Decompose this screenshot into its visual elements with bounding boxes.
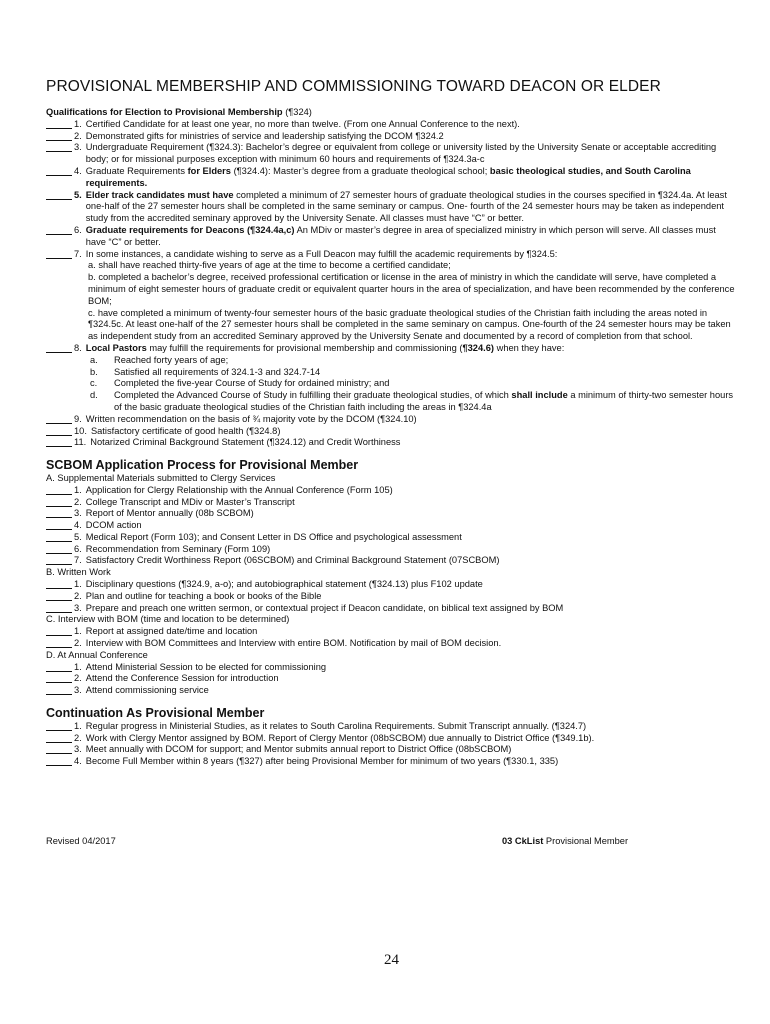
page-number: 24 <box>384 952 399 968</box>
group-a-item-6: 6. Recommendation from Seminary (Form 109) <box>46 544 736 556</box>
group-b-item-2: 2. Plan and outline for teaching a book or books of the Bible <box>46 591 736 603</box>
checklist-blank <box>46 225 72 235</box>
continuation-heading: Continuation As Provisional Member <box>46 706 265 721</box>
group-c-item-2: 2. Interview with BOM Committees and Interview with entire BOM. Notification by mail of BOM decision. <box>46 638 736 650</box>
qualification-item-6: 6. Graduate requirements for Deacons (¶324.4a,c) An MDiv or master’s degree in area of specialized ministry in which person will serve. All classes must have “C” or better. <box>46 225 736 249</box>
qualification-item-5: 5. Elder track candidates must have completed a minimum of 27 semester hours of graduate theological studies in the courses specified in ¶324.4a. At least one-half of the 27 semester hours shall be completed in the same seminary or campus. One- fourth of the 24 semester hours may be taken as independent study from the accredited seminary approved by the University Senate. All classes must have “C” or better. <box>46 190 736 225</box>
item8-sub-c: c. Completed the five-year Course of Study for ordained ministry; and <box>90 378 390 389</box>
checklist-blank <box>46 685 72 695</box>
group-b-item-1: 1. Disciplinary questions (¶324.9, a-o); and autobiographical statement (¶324.13) plus F102 update <box>46 579 736 591</box>
item8-sub-d: d. Completed the Advanced Course of Study in fulfilling their graduate theological studies, of which shall include a minimum of thirty-two semester hours of the basic graduate theological studies of the Christian faith including the areas in ¶324.4a <box>90 390 734 412</box>
page-title: PROVISIONAL MEMBERSHIP AND COMMISSIONING TOWARD DEACON OR ELDER <box>46 78 661 95</box>
group-a-item-5: 5. Medical Report (Form 103); and Consent Letter in DS Office and psychological assessment <box>46 532 736 544</box>
continuation-item-1: 1. Regular progress in Ministerial Studies, as it relates to South Carolina Requirements. Submit Transcript annually. (¶324.7) <box>46 721 736 733</box>
qualifications-heading: Qualifications for Election to Provisional Membership (¶324) <box>46 107 312 117</box>
checklist-blank <box>46 166 72 176</box>
continuation-item-3: 3. Meet annually with DCOM for support; and Mentor submits annual report to District Office (08bSCBOM) <box>46 744 736 756</box>
group-a-item-4: 4. DCOM action <box>46 520 736 532</box>
checklist-blank <box>46 131 72 141</box>
qualification-item-2: 2. Demonstrated gifts for ministries of service and leadership satisfying the DCOM ¶324.2 <box>46 131 736 143</box>
group-a-label: A. Supplemental Materials submitted to Clergy Services <box>46 472 276 483</box>
continuation-item-2: 2. Work with Clergy Mentor assigned by BOM. Report of Clergy Mentor (08bSCBOM) due annually to District Office (¶349.1b). <box>46 733 736 745</box>
checklist-blank <box>46 414 72 424</box>
checklist-blank <box>46 603 72 613</box>
checklist-blank <box>46 638 72 648</box>
item8-sub-a: a. Reached forty years of age; <box>90 354 229 365</box>
checklist-blank <box>46 555 72 565</box>
group-a-item-2: 2. College Transcript and MDiv or Master’s Transcript <box>46 497 736 509</box>
revision-date: Revised 04/2017 <box>46 836 116 846</box>
group-d-item-3: 3. Attend commissioning service <box>46 685 736 697</box>
checklist-blank <box>46 343 72 353</box>
qualification-item-3: 3. Undergraduate Requirement (¶324.3): Bachelor’s degree or equivalent from college or university listed by the University Senate or acceptable accrediting body; or for missional purposes exception with minimum 60 hours and requirements of ¶324.3a-c <box>46 142 736 166</box>
checklist-blank <box>46 662 72 672</box>
group-a-item-3: 3. Report of Mentor annually (08b SCBOM) <box>46 508 736 520</box>
qualification-item-1: 1. Certified Candidate for at least one year, no more than twelve. (From one Annual Conference to the next). <box>46 119 736 131</box>
item8-sub-b: b. Satisfied all requirements of 324.1-3 and 324.7-14 <box>90 366 321 377</box>
checklist-blank <box>46 190 72 200</box>
checklist-blank <box>46 142 72 152</box>
checklist-blank <box>46 626 72 636</box>
document-body <box>46 107 736 768</box>
checklist-blank <box>46 544 72 554</box>
qualification-item-11: 11. Notarized Criminal Background Statement (¶324.12) and Credit Worthiness <box>46 437 736 449</box>
checklist-blank <box>46 426 72 436</box>
item7-sub-c: c. have completed a minimum of twenty-four semester hours of the basic graduate theological studies of the Christian faith including the areas noted in ¶324.5c. At least one-half of the 27 semester hours shall be completed in the same seminary on campus. One-fourth of the 24 semester hours may be taken as independent study from an accredited Seminary approved by the University Senate and documented by a record of completion from that school. <box>88 307 731 342</box>
checklist-blank <box>46 673 72 683</box>
group-d-item-1: 1. Attend Ministerial Session to be elected for commissioning <box>46 662 736 674</box>
checklist-blank <box>46 532 72 542</box>
checklist-blank <box>46 119 72 129</box>
document-code: 03 CkList Provisional Member <box>502 836 629 846</box>
checklist-blank <box>46 591 72 601</box>
checklist-blank <box>46 756 72 766</box>
continuation-item-4: 4. Become Full Member within 8 years (¶327) after being Provisional Member for minimum of two years (¶330.1, 335) <box>46 756 736 768</box>
checklist-blank <box>46 721 72 731</box>
item7-sub-b: b. completed a bachelor’s degree, received professional certification or license in the area of ministry in which the candidate will serve, have completed a minimum of eight semester hours of graduate credit or equivalent quarter hours in the area of specialization, and have been recommended by the conference BOM; <box>88 272 735 306</box>
group-a-item-7: 7. Satisfactory Credit Worthiness Report (06SCBOM) and Criminal Background Statement (07SCBOM) <box>46 555 736 567</box>
checklist-blank <box>46 485 72 495</box>
qualification-item-7: 7. In some instances, a candidate wishing to serve as a Full Deacon may fulfill the academic requirements by ¶324.5: <box>46 249 736 261</box>
group-d-label: D. At Annual Conference <box>46 649 148 660</box>
group-b-label: B. Written Work <box>46 567 111 578</box>
checklist-blank <box>46 733 72 743</box>
group-d-item-2: 2. Attend the Conference Session for introduction <box>46 673 736 685</box>
checklist-blank <box>46 497 72 507</box>
checklist-blank <box>46 437 72 447</box>
group-c-label: C. Interview with BOM (time and location to be determined) <box>46 614 290 625</box>
group-b-item-3: 3. Prepare and preach one written sermon, or contextual project if Deacon candidate, on biblical text assigned by BOM <box>46 603 736 615</box>
group-a-item-1: 1. Application for Clergy Relationship with the Annual Conference (Form 105) <box>46 485 736 497</box>
scbom-heading: SCBOM Application Process for Provisional Member <box>46 458 359 473</box>
checklist-blank <box>46 579 72 589</box>
item7-sub-a: a. shall have reached thirty-five years of age at the time to become a certified candidate; <box>88 260 451 271</box>
checklist-blank <box>46 520 72 530</box>
qualification-item-10: 10. Satisfactory certificate of good health (¶324.8) <box>46 426 736 438</box>
qualification-item-9: 9. Written recommendation on the basis of ¾ majority vote by the DCOM (¶324.10) <box>46 414 736 426</box>
checklist-blank <box>46 249 72 259</box>
group-c-item-1: 1. Report at assigned date/time and location <box>46 626 736 638</box>
qualification-item-8: 8. Local Pastors may fulfill the requirements for provisional membership and commissioning (¶324.6) when they have: <box>46 343 736 355</box>
qualification-item-4: 4. Graduate Requirements for Elders (¶324.4): Master’s degree from a graduate theological school; basic theological studies, and South Carolina requirements. <box>46 166 736 190</box>
page-footer <box>46 836 646 846</box>
checklist-blank <box>46 508 72 518</box>
checklist-blank <box>46 744 72 754</box>
